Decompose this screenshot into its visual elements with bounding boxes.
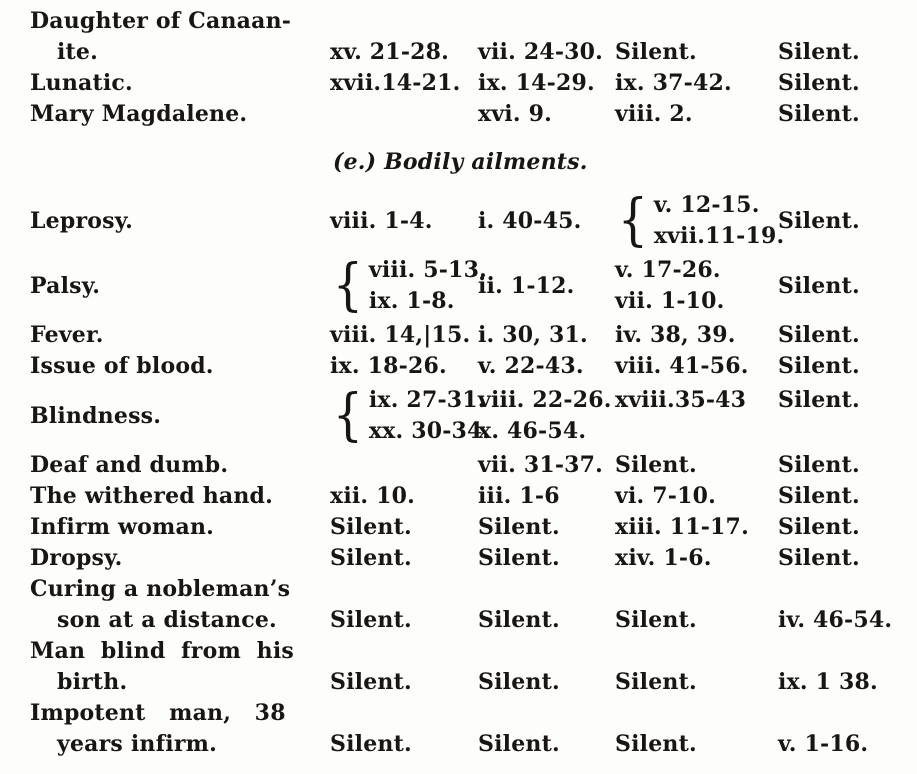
ref-lines [369, 255, 487, 317]
ref-line: ii. 1-12. [478, 272, 575, 299]
ref-line: v. 1-16. [778, 731, 869, 757]
ref-cell-2 [478, 450, 615, 481]
subject-line: years infirm. [57, 731, 217, 757]
ref-cell-2 [478, 271, 615, 302]
ref-lines [615, 99, 693, 130]
ref-cell-2 [478, 320, 615, 351]
ref-cell-4 [778, 206, 917, 237]
ref-cell-4 [778, 320, 917, 351]
ref-line: Silent. [330, 514, 412, 540]
ref-lines [778, 450, 860, 481]
ref-line: Silent. [330, 545, 412, 571]
ref-lines [778, 320, 860, 351]
ref-lines [615, 37, 697, 68]
subject-line: Palsy. [30, 272, 101, 299]
ref-line: v. 12-15. [653, 192, 760, 218]
ref-lines [778, 37, 860, 68]
ref-lines [330, 481, 415, 512]
ref-cell-1 [330, 320, 478, 351]
ref-cell-2 [478, 481, 615, 512]
ref-line: Silent. [615, 39, 697, 65]
subject-line: Mary Magdalene. [30, 101, 248, 127]
brace-glyph: { [332, 383, 364, 448]
row-subject [30, 271, 330, 302]
ref-lines [478, 99, 552, 130]
ref-line: xiii. 11-17. [615, 514, 749, 540]
ref-cell-1 [330, 68, 478, 99]
ref-line: i. 30, 31. [478, 322, 588, 348]
ref-line: Silent. [615, 669, 697, 695]
ref-cell-2 [478, 543, 615, 574]
row-subject [30, 698, 330, 760]
ref-lines [330, 543, 412, 574]
ref-cell-1 [330, 543, 478, 574]
ref-cell-3 [615, 605, 778, 636]
ref-lines [478, 481, 560, 512]
ref-lines [330, 512, 412, 543]
ref-line: Silent. [778, 39, 860, 65]
ref-line: viii. 1-4. [330, 207, 433, 234]
ref-cell-3 [615, 512, 778, 543]
ref-cell-4 [778, 351, 917, 382]
subject-line: Deaf and dumb. [30, 452, 229, 478]
row-subject [30, 512, 330, 543]
ref-cell-1 [330, 206, 478, 237]
ref-lines [778, 543, 860, 574]
ref-cell-4 [778, 481, 917, 512]
ref-cell-3 [615, 351, 778, 382]
ref-lines [778, 351, 860, 382]
row-subject [30, 6, 330, 68]
ref-lines [778, 206, 860, 237]
ref-lines [478, 450, 603, 481]
ref-lines [478, 667, 560, 698]
ref-line: xii. 10. [330, 483, 416, 509]
ref-line: vi. 7-10. [615, 483, 716, 509]
table-row [30, 385, 917, 447]
ref-lines [778, 729, 868, 760]
ref-cell-3 [615, 543, 778, 574]
ref-line: Silent. [615, 452, 697, 478]
ref-line: viii. 2. [615, 101, 693, 127]
ref-line: Silent. [778, 207, 860, 234]
ref-line: iii. 1-6 [478, 483, 560, 509]
ref-line: Silent. [778, 387, 860, 413]
ref-cell-1 [330, 37, 478, 68]
ref-cell-2 [478, 729, 615, 760]
ref-cell-1 [330, 605, 478, 636]
subject-line: Dropsy. [30, 545, 123, 571]
ref-line [615, 416, 746, 447]
ref-cell-2 [478, 385, 615, 447]
ref-cell-4 [778, 271, 917, 302]
ref-cell-4 [778, 667, 917, 698]
ref-cell-4 [778, 512, 917, 543]
subject-line: Fever. [30, 322, 104, 348]
ref-line: iv. 38, 39. [615, 322, 736, 348]
ref-lines [778, 667, 878, 698]
ref-cell-4 [778, 450, 917, 481]
ref-cell-3 [615, 188, 785, 253]
subject-line: Daughter of Canaan- [30, 8, 292, 34]
ref-lines [615, 385, 746, 447]
ref-lines [478, 351, 584, 382]
table-row [30, 698, 917, 760]
ref-lines [330, 206, 433, 237]
ref-lines [615, 351, 749, 382]
row-subject [30, 481, 330, 512]
subject-line: Curing a nobleman’s [30, 576, 291, 602]
table-row [30, 255, 917, 317]
subject-line: Blindness. [30, 402, 162, 429]
ref-lines [615, 605, 697, 636]
ref-line: Silent. [778, 353, 860, 379]
ref-line: viii. 5-13. [368, 257, 487, 283]
ref-line: Silent. [615, 607, 697, 633]
table-row [30, 68, 917, 99]
table-row [30, 190, 917, 252]
brace-glyph: { [332, 253, 364, 318]
ref-lines [778, 68, 860, 99]
ref-cell-3 [615, 37, 778, 68]
ref-line: Silent. [478, 607, 560, 633]
ref-line: Silent. [778, 545, 860, 571]
ref-line: xv. 21-28. [330, 39, 450, 65]
subject-line: Man blind from his [30, 638, 294, 664]
subject-line: Lunatic. [30, 70, 133, 96]
row-subject [30, 206, 330, 237]
ref-line: Silent. [330, 731, 412, 757]
ref-lines [778, 99, 860, 130]
ref-line: Silent. [478, 514, 560, 540]
ref-line: iv. 46-54. [778, 607, 893, 633]
ref-cell-1 [330, 99, 478, 130]
ref-line: ix. 1 38. [778, 669, 878, 695]
ref-cell-3 [615, 320, 778, 351]
ref-lines [478, 206, 582, 237]
ref-line: v. 17-26. [615, 257, 721, 283]
ref-lines [615, 543, 712, 574]
ref-line: Silent. [478, 669, 560, 695]
ref-cell-2 [478, 37, 615, 68]
ref-lines [478, 385, 612, 447]
subject-line: Impotent man, 38 [30, 700, 286, 726]
ref-lines [778, 385, 860, 447]
ref-cell-3 [615, 385, 778, 447]
ref-line: xvii.14-21. [330, 70, 461, 96]
ref-line: Silent. [778, 322, 860, 348]
ref-lines [615, 729, 697, 760]
row-subject [30, 450, 330, 481]
ref-line: viii. 41-56. [615, 353, 749, 379]
ref-lines [330, 351, 447, 382]
row-subject [30, 401, 330, 432]
ref-line: xviii.35-43 [615, 387, 747, 413]
table-row [30, 351, 917, 382]
row-subject [30, 574, 330, 636]
ref-lines [478, 320, 588, 351]
ref-line: vii. 24-30. [478, 39, 604, 65]
ref-cell-4 [778, 385, 917, 447]
subject-line: Issue of blood. [30, 353, 214, 379]
ref-line: Silent. [778, 101, 860, 127]
ref-lines [478, 271, 575, 302]
ref-lines [478, 37, 603, 68]
table-row [30, 450, 917, 481]
ref-cell-3 [615, 255, 778, 317]
ref-lines [778, 481, 860, 512]
gospel-reference-table-top [30, 6, 917, 130]
ref-lines [330, 68, 461, 99]
ref-lines [330, 37, 449, 68]
ref-cell-2 [478, 512, 615, 543]
subject-line: ite. [57, 39, 98, 65]
ref-line: Silent. [778, 514, 860, 540]
ref-lines [778, 512, 860, 543]
subject-line: Infirm woman. [30, 514, 215, 540]
ref-cell-1 [330, 512, 478, 543]
table-row [30, 320, 917, 351]
table-row [30, 481, 917, 512]
ref-lines [330, 450, 338, 481]
table-row [30, 543, 917, 574]
row-subject [30, 99, 330, 130]
ref-cell-3 [615, 667, 778, 698]
ref-line: x. 46-54. [478, 418, 587, 444]
section-heading: (e.) Bodily ailments. [333, 149, 588, 175]
ref-line: xiv. 1-6. [615, 545, 712, 571]
ref-line: xx. 30-34. [368, 418, 491, 444]
ref-line: ix. 1-8. [368, 288, 455, 314]
ref-lines [330, 320, 470, 351]
ref-cell-3 [615, 729, 778, 760]
ref-line: ix. 37-42. [615, 70, 732, 96]
ref-lines [478, 729, 560, 760]
ref-cell-3 [615, 450, 778, 481]
ref-cell-3 [615, 481, 778, 512]
ref-cell-1 [330, 481, 478, 512]
ref-cell-4 [778, 543, 917, 574]
ref-line: viii. 22-26. [478, 387, 612, 413]
brace-glyph: { [617, 188, 649, 253]
ref-lines [330, 667, 412, 698]
ref-line [330, 450, 338, 481]
ref-cell-2 [478, 99, 615, 130]
ref-lines [478, 605, 560, 636]
ref-lines [330, 99, 338, 130]
ref-cell-1 [330, 667, 478, 698]
ref-cell-1 [330, 383, 491, 448]
row-subject [30, 68, 330, 99]
table-row [30, 99, 917, 130]
ref-line: vii. 1-10. [615, 288, 725, 314]
ref-lines [330, 729, 412, 760]
ref-cell-2 [478, 605, 615, 636]
ref-cell-4 [778, 68, 917, 99]
ref-lines [654, 190, 785, 252]
ref-lines [778, 605, 892, 636]
ref-line: Silent. [778, 452, 860, 478]
table-row [30, 636, 917, 698]
ref-cell-1 [330, 450, 478, 481]
ref-line: i. 40-45. [478, 207, 582, 234]
ref-cell-1 [330, 351, 478, 382]
ref-cell-1 [330, 729, 478, 760]
ref-line: ix. 14-29. [478, 70, 595, 96]
ref-lines [615, 667, 697, 698]
ref-line: Silent. [330, 669, 412, 695]
ref-lines [615, 255, 725, 317]
ref-lines [478, 68, 595, 99]
ref-line: Silent. [778, 272, 860, 299]
ref-lines [478, 512, 560, 543]
ref-line: Silent. [778, 483, 860, 509]
ref-line: xvi. 9. [478, 101, 552, 127]
ref-lines [615, 481, 716, 512]
ref-line: xvii.11-19. [653, 223, 785, 249]
ref-lines [330, 605, 412, 636]
ref-cell-2 [478, 68, 615, 99]
row-subject [30, 636, 330, 698]
subject-line: birth. [57, 669, 128, 695]
table-row [30, 574, 917, 636]
row-subject [30, 351, 330, 382]
ref-cell-4 [778, 605, 917, 636]
gospel-reference-table-bodily-ailments [30, 190, 917, 760]
ref-lines [615, 450, 697, 481]
ref-line: ix. 18-26. [330, 353, 447, 379]
ref-cell-2 [478, 351, 615, 382]
ref-line: v. 22-43. [478, 353, 584, 379]
ref-lines [369, 385, 491, 447]
ref-cell-2 [478, 667, 615, 698]
ref-cell-4 [778, 37, 917, 68]
subject-line: Leprosy. [30, 207, 134, 234]
ref-line: Silent. [778, 70, 860, 96]
ref-line: vii. 31-37. [478, 452, 604, 478]
ref-lines [615, 68, 732, 99]
ref-line [778, 416, 860, 447]
ref-cell-4 [778, 729, 917, 760]
ref-line: Silent. [615, 731, 697, 757]
subject-line: The withered hand. [30, 483, 273, 509]
ref-lines [478, 543, 560, 574]
ref-line: Silent. [478, 545, 560, 571]
ref-lines [615, 512, 749, 543]
table-row [30, 512, 917, 543]
ref-line: Silent. [330, 607, 412, 633]
table-row [30, 6, 917, 68]
ref-cell-2 [478, 206, 615, 237]
subject-line: son at a distance. [57, 607, 277, 633]
row-subject [30, 320, 330, 351]
ref-cell-1 [330, 253, 487, 318]
ref-line: Silent. [478, 731, 560, 757]
ref-lines [615, 320, 736, 351]
ref-lines [778, 271, 860, 302]
ref-cell-4 [778, 99, 917, 130]
ref-line: viii. 14,|15. [330, 322, 471, 348]
ref-cell-3 [615, 68, 778, 99]
ref-line: ix. 27-31. [368, 387, 486, 413]
row-subject [30, 543, 330, 574]
ref-line [330, 99, 338, 130]
ref-cell-3 [615, 99, 778, 130]
